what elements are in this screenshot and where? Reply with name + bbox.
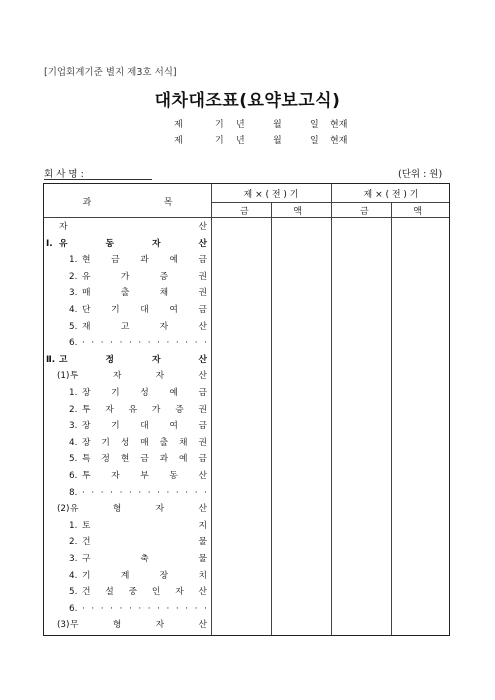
account-row [46, 219, 210, 236]
account-number: (3) [57, 620, 70, 631]
account-label-char: 현 [82, 255, 91, 266]
account-label-char: · [185, 487, 189, 498]
account-label-char: 기 [111, 421, 120, 432]
account-label-char: · [204, 487, 207, 498]
account-label-char: · [82, 338, 85, 349]
account-number: 4. [69, 437, 78, 448]
account-label-char: 구 [82, 554, 91, 564]
account-label-char: · [82, 487, 85, 498]
account-row [69, 402, 210, 419]
account-label-char: · [157, 487, 160, 498]
account-label-char: 무 [70, 620, 79, 631]
account-label-char: · [157, 338, 160, 349]
account-row [57, 368, 210, 385]
account-label-char: 금 [140, 454, 149, 465]
account-label-char: 산 [198, 354, 207, 365]
account-label-char: 고 [120, 321, 130, 332]
account-label-char: · [185, 603, 189, 614]
account-label-char: 산 [198, 587, 207, 598]
account-label-char: · [100, 603, 104, 614]
header-account [44, 195, 211, 208]
date-year: 년 [236, 136, 245, 146]
account-label-char: 금 [198, 305, 207, 315]
account-row [69, 551, 210, 568]
account-label-char: 장 [82, 388, 91, 398]
account-label [82, 601, 207, 618]
account-row [69, 518, 210, 535]
account-number: 5. [69, 321, 78, 332]
date-day: 일 [310, 136, 319, 146]
account-label [82, 252, 207, 269]
account-label-char: 산 [198, 222, 207, 232]
account-label-char: · [128, 338, 132, 349]
account-label-char: 산 [198, 471, 207, 481]
account-label-char: 성 [140, 388, 149, 398]
account-label-char: · [138, 603, 142, 614]
account-number: 2. [69, 537, 78, 548]
account-label-char: · [91, 338, 95, 349]
account-row [69, 269, 210, 286]
account-label-char: 건 [82, 587, 91, 598]
account-label-char: 유 [128, 404, 138, 415]
account-label-char: · [100, 487, 104, 498]
account-label-char: 투 [70, 371, 79, 382]
account-label-char: 예 [169, 255, 178, 266]
account-label-char: 정 [101, 454, 110, 465]
account-number: 8. [69, 487, 78, 498]
account-label-char: · [110, 487, 113, 498]
account-label-char: 대 [140, 421, 149, 432]
account-number: Ⅰ. [46, 238, 53, 249]
account-label-char: 물 [198, 537, 207, 548]
account-label-char: 기 [82, 570, 91, 581]
account-row [69, 385, 210, 402]
account-label [59, 236, 207, 253]
account-label-char: 물 [198, 554, 207, 564]
account-label-char: · [128, 487, 132, 498]
form-label: [기업회계기준 별지 제3호 서식] [44, 67, 177, 78]
account-label-char: 자 [111, 471, 120, 481]
account-label [82, 451, 207, 468]
account-label-char: 대 [140, 305, 149, 315]
account-number: 2. [69, 271, 78, 282]
grid-line [211, 184, 212, 635]
account-label-char: 자 [112, 371, 122, 382]
grid-line [271, 202, 272, 635]
account-label-char: 형 [112, 620, 122, 631]
account-label-char: 자 [152, 238, 161, 249]
account-row [69, 468, 210, 485]
account-number: (2) [57, 504, 70, 515]
account-row [69, 451, 210, 468]
account-label-char: · [119, 487, 123, 498]
account-label-char: 출 [159, 437, 169, 448]
account-label-char: 자 [59, 222, 68, 232]
account-row [69, 485, 210, 502]
account-label-char: 여 [169, 421, 178, 432]
account-label-char: 동 [169, 471, 178, 481]
account-label [82, 518, 207, 535]
account-label-char: 재 [82, 321, 91, 332]
account-label-char: · [185, 338, 189, 349]
account-label [82, 302, 207, 319]
account-number: 6. [69, 603, 78, 614]
account-label-char: 인 [151, 587, 161, 598]
account-label-char: · [147, 603, 151, 614]
account-label-char: 지 [198, 520, 207, 531]
account-row [69, 568, 210, 585]
account-row [69, 601, 210, 618]
amount-char: 액 [413, 207, 422, 217]
date-month: 월 [273, 136, 282, 146]
account-label-char: 기 [111, 305, 120, 315]
header-amount-current [211, 204, 331, 217]
account-number: (1) [57, 371, 70, 382]
account-label [82, 551, 207, 568]
account-label-char: 자 [155, 371, 165, 382]
header-period-prior: 제 × ( 전 ) 기 [363, 190, 419, 200]
account-label-char: 자 [175, 587, 184, 598]
account-label-char: 권 [198, 288, 207, 299]
account-label-char: 예 [179, 454, 188, 465]
account-label-char: 권 [198, 271, 207, 282]
account-label-char: · [194, 487, 198, 498]
account-label-char: · [147, 487, 151, 498]
account-label-char: 자 [159, 321, 169, 332]
account-label-char: 여 [169, 305, 178, 315]
company-name-label: 회 사 명 : [44, 169, 84, 180]
account-row [69, 252, 210, 269]
account-label-char: · [166, 603, 170, 614]
account-label-char: 현 [120, 454, 130, 465]
account-label-char: 자 [155, 504, 165, 515]
account-label-char: 산 [198, 620, 207, 631]
account-label-char: 성 [120, 437, 130, 448]
account-label-char: 장 [82, 437, 91, 448]
account-label-char: · [138, 338, 142, 349]
account-row [69, 418, 210, 435]
account-row [69, 319, 210, 336]
account-label [82, 584, 207, 601]
account-number: Ⅱ. [46, 354, 56, 365]
account-label [70, 617, 207, 634]
date-suffix: 현재 [330, 136, 348, 146]
account-label-char: 동 [105, 238, 114, 249]
header-amount-prior [331, 204, 450, 217]
account-row [69, 285, 210, 302]
account-label-char: 자 [152, 354, 161, 365]
grid-line [331, 184, 332, 635]
account-label [59, 219, 207, 236]
account-label [82, 285, 207, 302]
account-label-char: 매 [82, 288, 91, 299]
grid-line [211, 202, 449, 203]
account-row [57, 501, 210, 518]
account-number: 1. [69, 388, 78, 398]
account-label-char: · [91, 603, 95, 614]
account-label-char: · [91, 487, 95, 498]
date-day: 일 [310, 120, 319, 130]
account-label-char: 투 [82, 471, 91, 481]
account-label-char: 정 [105, 354, 114, 365]
account-label [82, 468, 207, 485]
account-label [82, 568, 207, 585]
account-label [82, 269, 207, 286]
account-label-char: · [194, 603, 198, 614]
account-label-char: · [175, 603, 179, 614]
account-label-char: · [110, 338, 113, 349]
account-number: 3. [69, 421, 78, 432]
account-label-char: 중 [128, 587, 138, 598]
account-number: 6. [69, 471, 78, 481]
account-label-char: 증 [159, 271, 169, 282]
account-label-char: 과 [159, 454, 169, 465]
date-je: 제 [174, 136, 183, 146]
account-label [82, 402, 207, 419]
account-row [69, 335, 210, 352]
account-label-char: 치 [198, 570, 207, 581]
account-label [82, 418, 207, 435]
account-number: 1. [69, 520, 78, 531]
page-title: 대차대조표(요약보고식) [154, 91, 341, 111]
unit-label: (단위 : 원) [398, 169, 443, 180]
account-row [46, 236, 210, 253]
date-je: 제 [174, 120, 183, 130]
account-label-char: 장 [82, 421, 91, 432]
account-label-char: 축 [140, 554, 149, 564]
account-label-char: · [138, 487, 142, 498]
account-label-char: 산 [198, 238, 207, 249]
account-label-char: 산 [198, 321, 207, 332]
account-label-char: 가 [120, 271, 130, 282]
account-label-char: · [82, 603, 85, 614]
account-label-char: 금 [198, 388, 207, 398]
account-row [69, 584, 210, 601]
account-label-char: 채 [159, 288, 169, 299]
account-label-char: 매 [140, 437, 149, 448]
account-label-char: · [175, 338, 179, 349]
account-label-char: · [166, 338, 170, 349]
account-label-char: 증 [175, 404, 184, 415]
account-label-char: 유 [59, 238, 68, 249]
amount-char: 액 [293, 207, 302, 217]
account-number: 4. [69, 570, 78, 581]
account-label [70, 501, 207, 518]
balance-sheet-table [43, 183, 450, 636]
grid-line [391, 202, 392, 635]
account-label-char: 과 [140, 255, 149, 266]
account-label-char: 고 [59, 354, 68, 365]
account-label-char: 계 [120, 570, 130, 581]
account-label-char: 유 [82, 271, 91, 282]
account-number: 5. [69, 454, 78, 465]
account-label-char: 금 [198, 454, 207, 465]
date-gi: 기 [215, 136, 224, 146]
account-label-char: 자 [155, 620, 165, 631]
account-label-char: 산 [198, 504, 207, 515]
account-label-char: · [110, 603, 113, 614]
amount-char: 금 [360, 207, 369, 217]
account-label-char: 가 [151, 404, 161, 415]
date-year: 년 [236, 120, 245, 130]
account-row [57, 617, 210, 634]
company-name-underline [44, 179, 152, 180]
account-label [82, 319, 207, 336]
account-label-char: 부 [140, 471, 149, 481]
account-label-char: 형 [112, 504, 122, 515]
amount-char: 금 [240, 207, 249, 217]
account-label-char: · [128, 603, 132, 614]
account-label-char: 권 [198, 437, 207, 448]
account-number: 4. [69, 305, 78, 315]
account-label-char: 권 [198, 404, 207, 415]
account-label-char: 산 [198, 371, 207, 382]
account-label-char: · [100, 338, 104, 349]
account-label-char: · [175, 487, 179, 498]
account-row [69, 534, 210, 551]
account-row [69, 302, 210, 319]
account-number: 3. [69, 554, 78, 564]
date-month: 월 [273, 120, 282, 130]
account-label-char: 채 [179, 437, 188, 448]
account-label-char: 장 [159, 570, 169, 581]
account-label-char: 투 [82, 404, 91, 415]
account-label [70, 368, 207, 385]
account-label-char: 출 [120, 288, 130, 299]
account-label [82, 335, 207, 352]
date-suffix: 현재 [330, 120, 348, 130]
header-account-char: 과 [82, 198, 92, 208]
account-label-char: · [119, 338, 123, 349]
header-period-current: 제 × ( 전 ) 기 [243, 190, 299, 200]
account-label [82, 385, 207, 402]
account-number: 2. [69, 404, 78, 415]
account-label-char: · [204, 338, 207, 349]
account-label-char: · [147, 338, 151, 349]
account-label [59, 352, 207, 369]
account-label-char: 자 [105, 404, 114, 415]
account-label-char: 단 [82, 305, 91, 315]
account-number: 5. [69, 587, 78, 598]
account-label-char: 기 [111, 388, 120, 398]
account-number: 3. [69, 288, 78, 299]
account-label-char: 유 [70, 504, 79, 515]
account-label-char: 건 [82, 537, 91, 548]
account-label-char: · [204, 603, 207, 614]
header-account-char: 목 [163, 198, 173, 208]
account-row [69, 435, 210, 452]
date-gi: 기 [215, 120, 224, 130]
account-label-char: 설 [105, 587, 114, 598]
account-label [82, 534, 207, 551]
grid-line [44, 217, 449, 218]
account-label-char: 토 [82, 520, 91, 531]
account-label-char: · [119, 603, 123, 614]
account-label-char: · [194, 338, 198, 349]
account-label-char: 예 [169, 388, 178, 398]
account-label [82, 435, 207, 452]
account-label-char: 특 [82, 454, 91, 465]
account-label-char: 금 [111, 255, 120, 266]
account-label-char: 금 [198, 421, 207, 432]
account-number: 1. [69, 255, 78, 266]
account-label-char: · [166, 487, 170, 498]
account-label-char: 금 [198, 255, 207, 266]
account-number: 6. [69, 338, 78, 349]
account-row [46, 352, 210, 369]
account-label-char: 기 [101, 437, 110, 448]
account-label-char: · [157, 603, 160, 614]
account-label [82, 485, 207, 502]
